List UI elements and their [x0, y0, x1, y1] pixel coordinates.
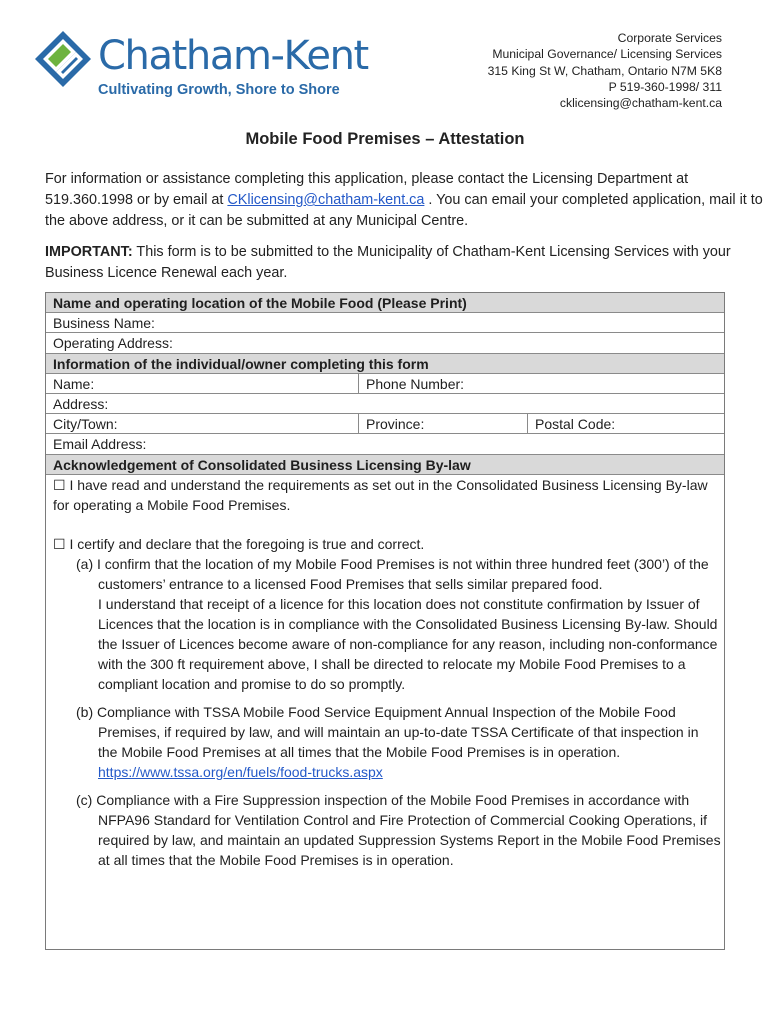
- contact-block: [488, 30, 722, 111]
- intro-paragraph: [45, 169, 767, 232]
- certify-checkbox[interactable]: ☐ I certify and declare that the foregoing is true and correct.: [53, 536, 425, 552]
- contact-department: Corporate Services: [617, 31, 722, 45]
- contact-address: 315 King St W, Chatham, Ontario N7M 5K8: [487, 63, 722, 78]
- section-header-mobile-food: Name and operating location of the Mobile Food (Please Print): [46, 293, 724, 313]
- section-header-owner-info: Information of the individual/owner completing this form: [46, 354, 724, 374]
- tssa-link[interactable]: https://www.tssa.org/en/fuels/food-trucks.aspx: [98, 764, 383, 780]
- page-title: Mobile Food Premises – Attestation: [245, 130, 525, 148]
- email-address-field[interactable]: Email Address:: [46, 434, 724, 454]
- intro-text-2: . You can email your completed application, mail it to the above address, or it can be submitted at any Municipal Centre.: [45, 192, 763, 229]
- divider: [358, 374, 359, 394]
- acknowledgement-body: [53, 475, 721, 870]
- item-a-location: (a) I confirm that the location of my Mobile Food Premises is not within three hundred feet (300’) of the customers’ entrance to a licensed Food Premises that sells similar prepared food.: [76, 556, 709, 592]
- section-header-acknowledgement: Acknowledgement of Consolidated Business Licensing By-law: [46, 455, 724, 475]
- divider: [527, 414, 528, 434]
- bylaw-read-checkbox[interactable]: ☐ I have read and understand the requirements as set out in the Consolidated Business Licensing By-law for operating a Mobile Food Premises.: [53, 477, 708, 513]
- logo-name: Chatham-Kent: [98, 33, 368, 79]
- name-field[interactable]: Name:: [53, 375, 95, 392]
- contact-phone: P 519-360-1998/ 311: [608, 79, 722, 94]
- licensing-email-link[interactable]: CKlicensing@chatham-kent.ca: [227, 192, 425, 208]
- important-paragraph: [45, 242, 767, 284]
- item-c-fire-suppression: (c) Compliance with a Fire Suppression inspection of the Mobile Food Premises in accordance with NFPA96 Standard for Ventilation Control and Fire Protection of Commercial Cooking Operations, if required by law, and maintain an updated Suppression Systems Report in the Mobile Food Premises at all times that the Mobile Food Premises is in operation.: [76, 792, 721, 868]
- logo-diamond-icon: [34, 30, 92, 88]
- logo-tagline: Cultivating Growth, Shore to Shore: [98, 82, 340, 98]
- province-field[interactable]: Province:: [366, 416, 425, 433]
- postal-code-field[interactable]: Postal Code:: [535, 416, 616, 433]
- city-town-field[interactable]: City/Town:: [53, 416, 118, 433]
- chatham-kent-logo: [34, 24, 368, 104]
- attestation-form: [45, 292, 725, 950]
- phone-number-field[interactable]: Phone Number:: [366, 375, 465, 392]
- item-b-tssa: [53, 702, 721, 782]
- important-text: This form is to be submitted to the Municipality of Chatham-Kent Licensing Services with your Business Licence Renewal each year.: [45, 244, 731, 281]
- important-label: IMPORTANT:: [45, 244, 133, 260]
- item-a-continued: I understand that receipt of a licence for this location does not constitute confirmation by Issuer of Licences that the location is in compliance with the Consolidated Business Licensing By-law. Should the Issuer of Licences become aware of non-compliance for any reason, including non-conformance with the 300 ft requirement above, I shall be directed to relocate my Mobile Food Premises to a compliant location and promise to do so promptly.: [98, 596, 718, 692]
- address-field[interactable]: Address:: [46, 394, 724, 414]
- contact-division: Municipal Governance/ Licensing Services: [492, 47, 722, 62]
- intro-text-1: For information or assistance completing this application, please contact the Licensing Department at 519.360.1998 or by email at: [45, 171, 689, 208]
- contact-email: cklicensing@chatham-kent.ca: [559, 96, 722, 111]
- business-name-field[interactable]: Business Name:: [46, 313, 724, 333]
- divider: [358, 414, 359, 434]
- item-b-text: (b) Compliance with TSSA Mobile Food Service Equipment Annual Inspection of the Mobile Food Premises, if required by law, and will maintain an up-to-date TSSA Certificate of that inspection in the Mobile Food Premises at all times that the Mobile Food Premises is in operation.: [76, 704, 699, 760]
- operating-address-field[interactable]: Operating Address:: [46, 333, 724, 353]
